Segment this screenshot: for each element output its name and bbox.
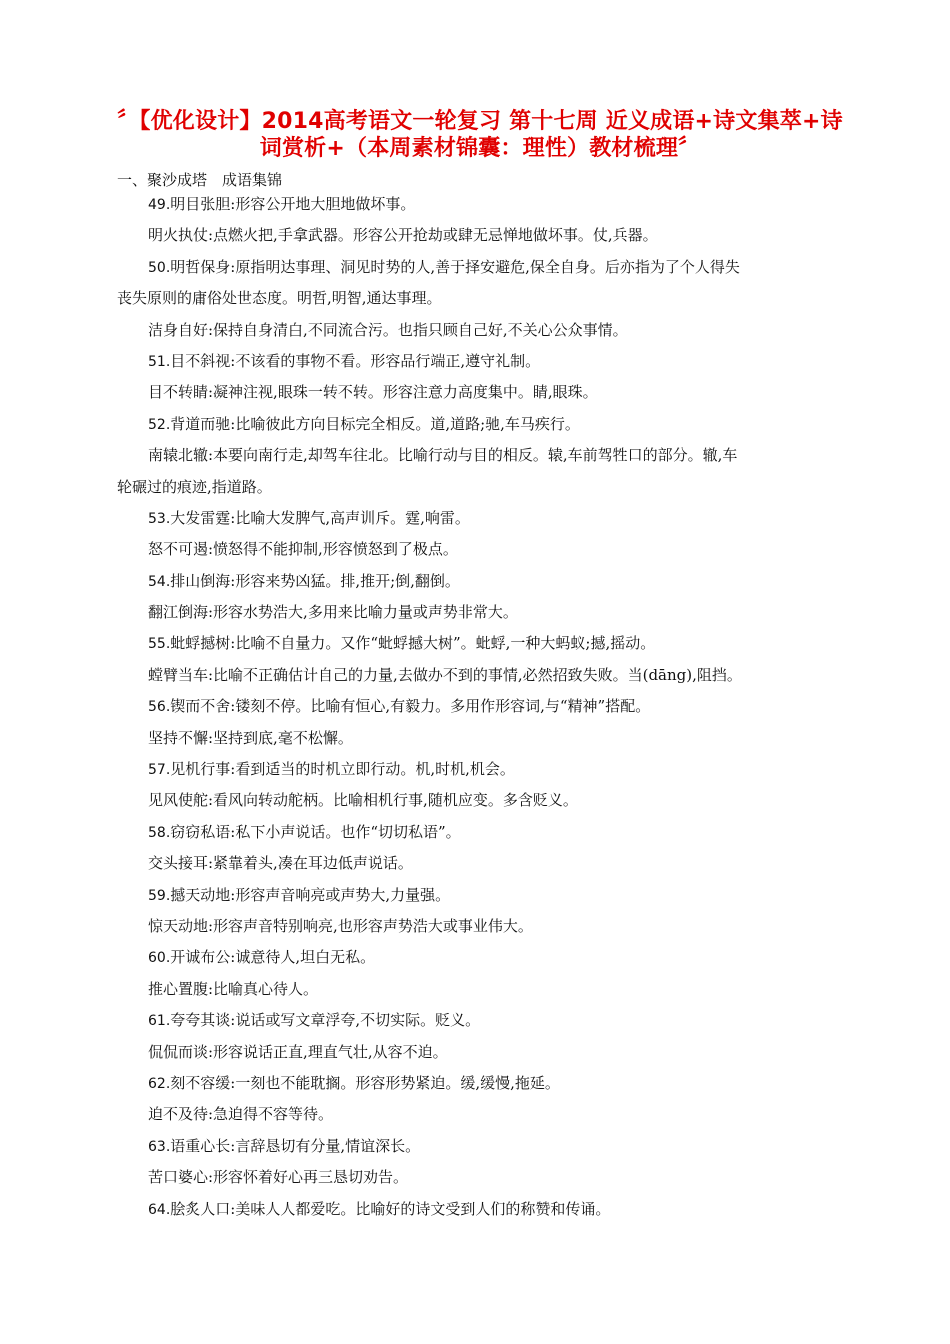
idiom-number: 51. [148,353,171,370]
idiom-text: 洁身自好:保持自身清白,不同流合污。也指只顾自己好,不关心公众事情。 [148,320,628,339]
list-item [117,220,832,251]
idiom-text: 翻江倒海:形容水势浩大,多用来比喻力量或声势非常大。 [148,603,518,622]
idiom-text: 排山倒海:形容来势凶猛。排,推开;倒,翻倒。 [170,571,460,590]
idiom-number: 61. [148,1013,171,1030]
idiom-text: 交头接耳:紧靠着头,凑在耳边低声说话。 [148,854,413,873]
idiom-list [117,189,832,1225]
list-item [117,942,832,973]
idiom-text: 目不斜视:不该看的事物不看。形容品行端正,遵守礼制。 [170,351,541,370]
idiom-text: 刻不容缓:一刻也不能耽搁。形容形势紧迫。缓,缓慢,拖延。 [170,1073,560,1092]
idiom-number: 59. [148,887,171,904]
list-item [117,848,832,879]
list-item [117,534,832,565]
list-item [117,1131,832,1162]
list-item [117,974,832,1005]
idiom-text: 明火执仗:点燃火把,手拿武器。形容公开抢劫或肆无忌惮地做坏事。仗,兵器。 [148,226,658,245]
idiom-text: 轮碾过的痕迹,指道路。 [117,477,272,496]
idiom-text: 南辕北辙:本要向南行走,却驾车往北。比喻行动与目的相反。辕,车前驾牲口的部分。辙,车 [148,446,738,465]
list-item [117,252,832,283]
idiom-number: 60. [148,950,171,967]
list-item [117,409,832,440]
idiom-text: 夸夸其谈:说话或写文章浮夸,不切实际。贬义。 [170,1011,481,1030]
list-item [117,189,832,220]
idiom-number: 54. [148,573,171,590]
title-line-2: 词赏析+（本周素材锦囊：理性）教材梳理〞 [259,136,701,161]
idiom-text: 窃窃私语:私下小声说话。也作“切切私语”。 [170,822,461,841]
idiom-text: 撼天动地:形容声音响亮或声势大,力量强。 [170,885,451,904]
idiom-text: 惊天动地:形容声音特别响亮,也形容声势浩大或事业伟大。 [148,916,533,935]
idiom-text: 大发雷霆:比喻大发脾气,高声训斥。霆,响雷。 [170,508,470,527]
idiom-text: 目不转睛:凝神注视,眼珠一转不转。形容注意力高度集中。睛,眼珠。 [148,383,598,402]
idiom-number: 62. [148,1075,171,1092]
list-item [117,315,832,346]
list-item [117,754,832,785]
list-item [117,880,832,911]
list-item [117,691,832,722]
idiom-number: 49. [148,197,171,213]
idiom-text: 背道而驰:比喻彼此方向目标完全相反。道,道路;驰,车马疾行。 [170,414,580,433]
list-item [117,440,832,471]
document-title [100,108,860,162]
idiom-text: 蚍蜉撼树:比喻不自量力。又作“蚍蜉撼大树”。蚍蜉,一种大蚂蚁;撼,摇动。 [170,634,656,653]
idiom-text: 丧失原则的庸俗处世态度。明哲,明智,通达事理。 [117,289,442,308]
idiom-number: 56. [148,699,171,716]
idiom-number: 64. [148,1201,171,1218]
list-item [117,1099,832,1130]
list-item [117,566,832,597]
idiom-number: 53. [148,510,171,527]
idiom-text: 怒不可遏:愤怒得不能抑制,形容愤怒到了极点。 [148,540,458,559]
idiom-number: 50. [148,259,171,276]
list-item [117,472,832,503]
list-item [117,1005,832,1036]
idiom-text: 脍炙人口:美味人人都爱吃。比喻好的诗文受到人们的称赞和传诵。 [170,1199,611,1218]
list-item [117,1068,832,1099]
idiom-text: 语重心长:言辞恳切有分量,情谊深长。 [170,1136,421,1155]
idiom-number: 58. [148,824,171,841]
idiom-text: 明哲保身:原指明达事理、洞见时势的人,善于择安避危,保全自身。后亦指为了个人得失 [170,257,740,276]
idiom-number: 55. [148,636,171,653]
list-item [117,377,832,408]
list-item [117,723,832,754]
list-item [117,1037,832,1068]
list-item [117,346,832,377]
title-line-1: 〞【优化设计】2014高考语文一轮复习 第十七周 近义成语+诗文集萃+诗 [117,109,843,134]
list-item [117,911,832,942]
section-heading: 一、聚沙成塔 成语集锦 [117,171,283,189]
idiom-text: 苦口婆心:形容怀着好心再三恳切劝告。 [148,1168,409,1187]
idiom-text: 坚持不懈:坚持到底,毫不松懈。 [148,728,353,747]
list-item [117,1194,832,1225]
idiom-number: 63. [148,1138,171,1155]
idiom-number: 52. [148,416,171,433]
idiom-text: 明目张胆:形容公开地大胆地做坏事。 [170,195,416,213]
idiom-text: 锲而不舍:镂刻不停。比喻有恒心,有毅力。多用作形容词,与“精神”搭配。 [170,697,651,716]
list-item [117,283,832,314]
idiom-text: 侃侃而谈:形容说话正直,理直气壮,从容不迫。 [148,1042,448,1061]
idiom-text: 螳臂当车:比喻不正确估计自己的力量,去做办不到的事情,必然招致失败。当(dāng),阻挡。 [148,665,742,684]
idiom-number: 57. [148,762,171,779]
list-item [117,660,832,691]
idiom-text: 迫不及待:急迫得不容等待。 [148,1105,334,1124]
list-item [117,503,832,534]
list-item [117,597,832,628]
list-item [117,1162,832,1193]
idiom-text: 见机行事:看到适当的时机立即行动。机,时机,机会。 [170,760,515,779]
idiom-text: 见风使舵:看风向转动舵柄。比喻相机行事,随机应变。多含贬义。 [148,791,578,810]
idiom-text: 开诚布公:诚意待人,坦白无私。 [170,948,376,967]
list-item [117,628,832,659]
list-item [117,785,832,816]
list-item [117,817,832,848]
idiom-text: 推心置腹:比喻真心待人。 [148,979,319,998]
